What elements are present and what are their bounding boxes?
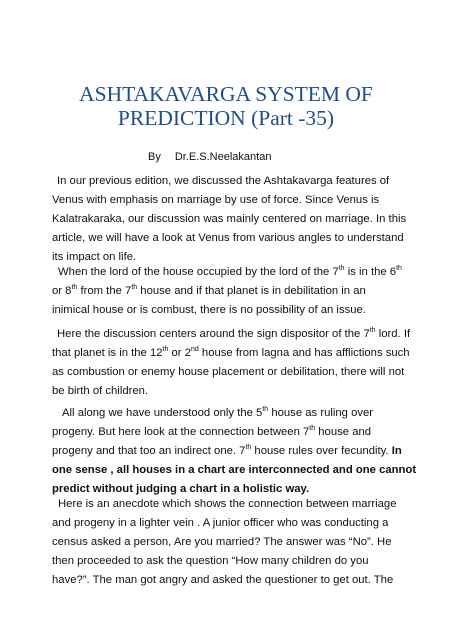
byline-by: By <box>148 151 161 163</box>
byline <box>148 150 271 164</box>
text-line: one sense , all houses in a chart are interconnected and one cannot <box>52 464 417 476</box>
title-line-1: ASHTAKAVARGA SYSTEM OF <box>79 82 373 106</box>
text-line: In our previous edition, we discussed the Ashtakavarga features of <box>57 175 390 187</box>
text-line: Venus with emphasis on marriage by use of force. Since Venus is <box>52 194 380 206</box>
text-line: be birth of children. <box>52 385 149 397</box>
title-line-2: PREDICTION (Part -35) <box>117 106 335 130</box>
text-line: that planet is in the 12th or 2nd house from lagna and has afflictions such <box>52 346 410 359</box>
text-line: census asked a person, Are you married? The answer was “No”. He <box>52 536 392 548</box>
author-name: Dr.E.S.Neelakantan <box>174 151 272 163</box>
text-line: predict without judging a chart in a holistic way. <box>52 483 310 495</box>
text-line: When the lord of the house occupied by the lord of the 7th is in the 6th <box>58 265 402 278</box>
text-line: have?”. The man got angry and asked the questioner to get out. The <box>52 574 394 586</box>
text-line: and progeny in a lighter vein . A junior officer who was conducting a <box>52 517 389 529</box>
text-line: All along we have understood only the 5th house as ruling over <box>62 406 374 419</box>
text-line: or 8th from the 7th house and if that planet is in debilitation in an <box>52 284 366 297</box>
text-line: Here the discussion centers around the sign dispositor of the 7th lord. If <box>57 327 411 340</box>
document-title <box>0 82 452 130</box>
text-line: its impact on life. <box>52 251 137 263</box>
text-line: then proceeded to ask the question “How many children do you <box>52 555 369 567</box>
text-line: Here is an anecdote which shows the connection between marriage <box>58 498 397 510</box>
text-line: article, we will have a look at Venus from various angles to understand <box>52 232 404 244</box>
text-line: as combustion or enemy house placement or debilitation, there will not <box>52 366 405 378</box>
text-line: progeny and that too an indirect one. 7th house rules over fecundity. In <box>52 444 402 457</box>
text-line: progeny. But here look at the connection between 7th house and <box>52 425 372 438</box>
text-line: inimical house or is combust, there is no possibility of an issue. <box>52 304 366 316</box>
text-line: Kalatrakaraka, our discussion was mainly centered on marriage. In this <box>52 213 407 225</box>
